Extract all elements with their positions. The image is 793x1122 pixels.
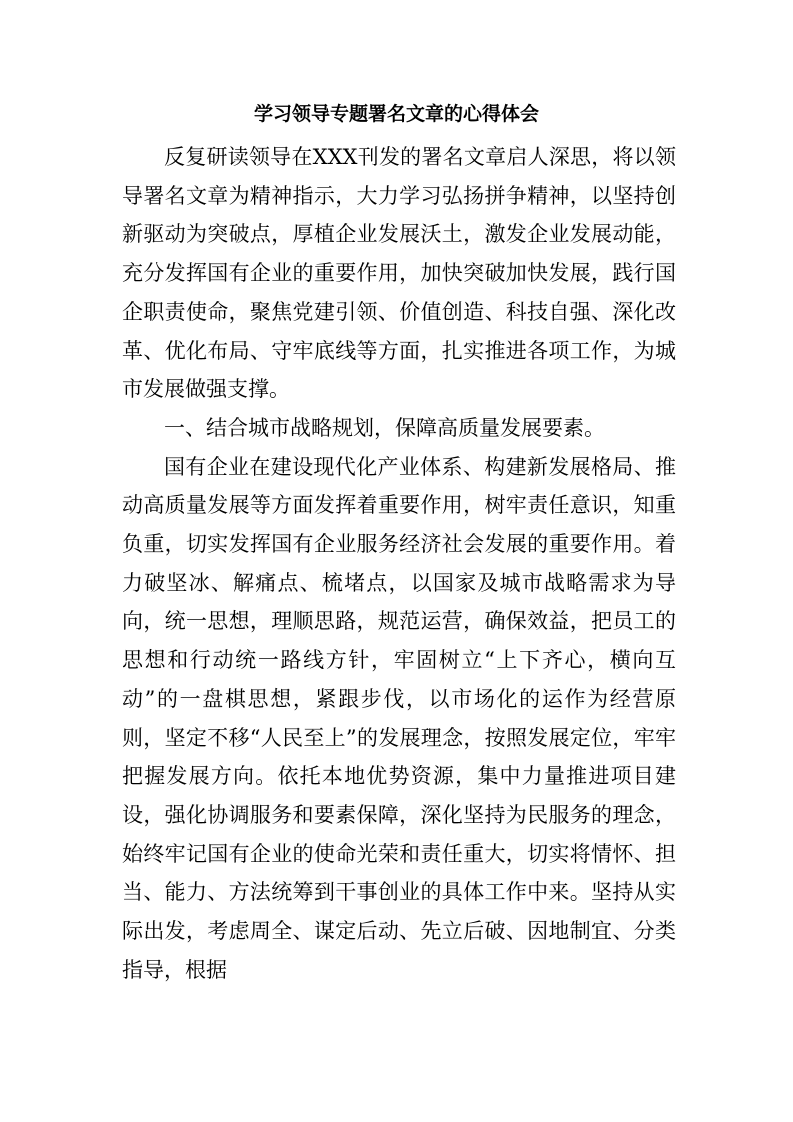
- body-paragraph: 国有企业在建设现代化产业体系、构建新发展格局、推动高质量发展等方面发挥着重要作用，树牢责任意识，知重负重，切实发挥国有企业服务经济社会发展的重要作用。着力破坚冰、解痛点、梳堵点，以国家及城市战略需求为导向，统一思想，理顺思路，规范运营，确保效益，把员工的思想和行动统一路线方针，牢固树立“上下齐心，横向互动”的一盘棋思想，紧跟步伐，以市场化的运作为经营原则，坚定不移“人民至上”的发展理念，按照发展定位，牢牢把握发展方向。依托本地优势资源，集中力量推进项目建设，强化协调服务和要素保障，深化坚持为民服务的理念，始终牢记国有企业的使命光荣和责任重大，切实将情怀、担当、能力、方法统筹到干事创业的具体工作中来。坚持从实际出发，考虑周全、谋定后动、先立后破、因地制宜、分类指导，根据: [122, 454, 676, 982]
- intro-paragraph: 反复研读领导在XXX刊发的署名文章启人深思，将以领导署名文章为精神指示，大力学习弘扬拼争精神，以坚持创新驱动为突破点，厚植企业发展沃土，激发企业发展动能，充分发挥国有企业的重要作用，加快突破加快发展，践行国企职责使命，聚焦党建引领、价值创造、科技自强、深化改革、优化布局、守牢底线等方面，扎实推进各项工作，为城市发展做强支撑。: [122, 145, 676, 402]
- document-body: [122, 138, 676, 989]
- section-heading-1: 一、结合城市战略规划，保障高质量发展要素。: [164, 415, 605, 440]
- document-title: 学习领导专题署名文章的心得体会: [253, 103, 539, 125]
